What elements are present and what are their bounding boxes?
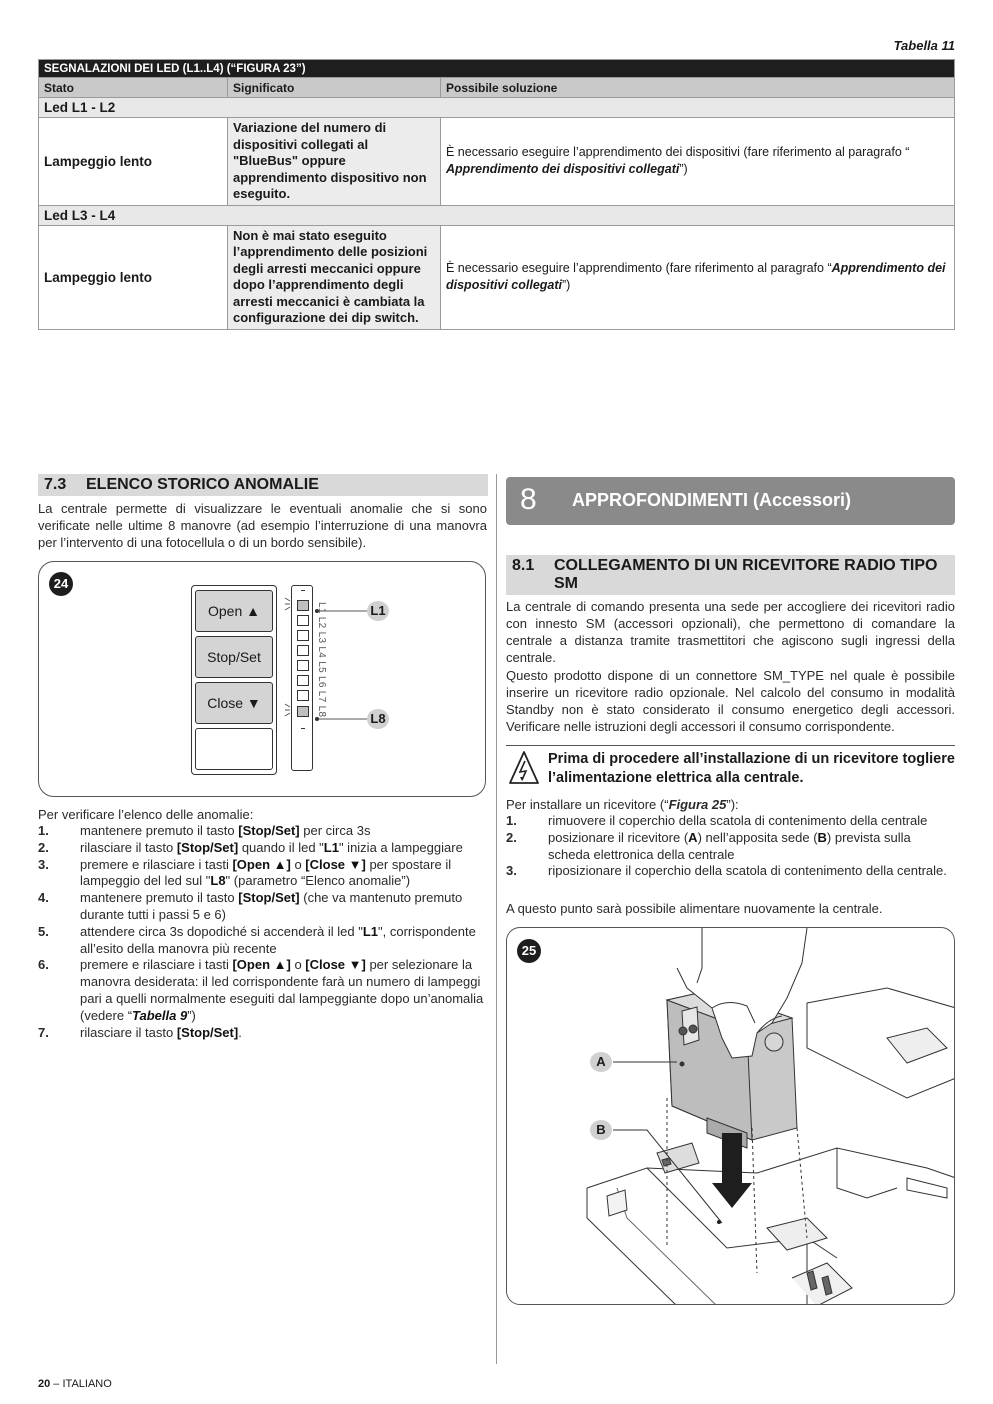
chapter-number: 8	[520, 483, 537, 516]
receiver-installation-illustration	[507, 928, 955, 1305]
stop-set-button[interactable]: Stop/Set	[195, 636, 273, 678]
open-button[interactable]: Open ▲	[195, 590, 273, 632]
section-7-3-heading	[38, 474, 488, 496]
install-outro: A questo punto sarà possibile alimentare nuovamente la centrale.	[506, 901, 883, 916]
figure-badge: 24	[49, 572, 73, 596]
list-item: 2. rilasciare il tasto [Stop/Set] quando il led "L1" inizia a lampeggiare	[38, 839, 463, 855]
callout-a: A	[590, 1052, 612, 1072]
page-number: 20	[38, 1378, 51, 1390]
section-number: 8.1	[512, 557, 535, 574]
electric-hazard-icon	[508, 750, 540, 786]
table-row	[39, 225, 955, 329]
group-label-l1-l2: Led L1 - L2	[39, 98, 955, 118]
solution-link[interactable]: Apprendimento dei dispositivi collegati	[446, 261, 946, 292]
list-item: 2. posizionare il ricevitore (A) nell’apposita sede (B) prevista sulla scheda elettronica della centrale	[506, 829, 911, 862]
table-title-text: SEGNALAZIONI DEI LED (L1..L4) (“FIGURA 23”)	[44, 62, 306, 75]
list-item: 1. rimuovere il coperchio della scatola di contenimento della centrale	[506, 813, 928, 828]
chapter-8-banner	[506, 477, 955, 525]
section-title: COLLEGAMENTO DI UN RICEVITORE RADIO TIPO SM	[554, 557, 938, 592]
cell-meaning: Non è mai stato eseguito l’apprendimento delle posizioni degli arresti meccanici oppure dopo l’apprendimento degli arresti meccanici è cambiata la configurazione dei dip switch.	[228, 225, 441, 329]
close-button[interactable]: Close ▼	[195, 682, 273, 724]
cell-solution: È necessario eseguire l’apprendimento (fare riferimento al paragrafo “Apprendimento dei dispositivi collegati”)	[441, 225, 955, 329]
column-divider	[496, 474, 497, 1364]
solution-link[interactable]: Apprendimento dei dispositivi collegati	[446, 162, 680, 177]
step-number: 3.	[506, 863, 517, 879]
step-number: 7.	[38, 1024, 49, 1040]
anomaly-list-intro: Per verificare l’elenco delle anomalie:	[38, 807, 254, 822]
step-number: 2.	[38, 839, 49, 855]
list-item: 5. attendere circa 3s dopodiché si accenderà il led "L1", corrispondente all’esito della manovra più recente	[38, 923, 476, 956]
warning-box	[506, 745, 955, 789]
list-item: 1. mantenere premuto il tasto [Stop/Set] per circa 3s	[38, 823, 371, 838]
led-flash-marks	[39, 562, 485, 796]
list-item: 7. rilasciare il tasto [Stop/Set].	[38, 1024, 242, 1040]
step-number: 1.	[506, 813, 517, 828]
list-item: 4. mantenere premuto il tasto [Stop/Set] (che va mantenuto premuto durante tutti i passi 5 e 6)	[38, 890, 463, 922]
cell-state: Lampeggio lento	[39, 118, 228, 206]
step-number: 3.	[38, 856, 49, 872]
anomaly-steps-list	[38, 823, 487, 1041]
led-signal-table	[38, 59, 955, 330]
callout-b: B	[590, 1120, 612, 1140]
cell-meaning: Variazione del numero di dispositivi collegati al "BlueBus" oppure apprendimento dispositivo non eseguito.	[228, 118, 441, 206]
list-item: 3. riposizionare il coperchio della scatola di contenimento della centrale.	[506, 863, 947, 879]
step-number: 1.	[38, 823, 49, 838]
step-number: 2.	[506, 829, 517, 845]
figure-badge: 25	[517, 939, 541, 963]
section-7-3-intro: La centrale permette di visualizzare le eventuali anomalie che si sono verificate nelle ultime 8 manovre (ad esempio l’interruzione di una manovra per l’intervento di una fotocellula o di un bordo sensibile).	[38, 501, 487, 550]
column-header-stato: Stato	[39, 78, 228, 98]
figure-24	[38, 561, 486, 797]
step-number: 6.	[38, 957, 49, 973]
table-row	[39, 118, 955, 206]
section-8-1-para1: La centrale di comando presenta una sede per accogliere dei ricevitori radio con innesto SM (accessori opzionali), che permettono di comandare la centrale a distanza tramite trasmettitori che agiscono sugli ingressi della centrale.	[506, 599, 955, 665]
list-item: 3. premere e rilasciare i tasti [Open ▲] o [Close ▼] per spostare il lampeggio del led sul "L8" (parametro “Elenco anomalie”)	[38, 856, 452, 889]
warning-text: Prima di procedere all’installazione di un ricevitore togliere l’alimentazione elettrica alla centrale.	[548, 751, 955, 786]
led-labels: L1 L2 L3 L4 L5 L6 L7 L8	[316, 602, 327, 718]
cell-state: Lampeggio lento	[39, 225, 228, 329]
install-list-intro: Per installare un ricevitore (“Figura 25”):	[506, 797, 739, 812]
table-title	[39, 60, 955, 78]
list-item: 6. premere e rilasciare i tasti [Open ▲] o [Close ▼] per selezionare la manovra desiderata: il led corrispondente farà un numero di lampeggi pari a quelli normalmente eseguiti dal lampeggiante dopo un’anomalia (vedere “Tabella 9”)	[38, 957, 484, 1023]
section-number: 7.3	[44, 476, 67, 493]
step-number: 4.	[38, 890, 49, 906]
callout-l1: L1	[367, 601, 389, 621]
column-header-soluzione: Possibile soluzione	[441, 78, 955, 98]
table-caption: Tabella 11	[893, 38, 955, 53]
figure-25-link[interactable]: Figura 25	[668, 797, 727, 812]
chapter-title: APPROFONDIMENTI (Accessori)	[572, 490, 852, 510]
page-language: – ITALIANO	[50, 1378, 112, 1390]
page-footer	[38, 1378, 112, 1390]
step-number: 5.	[38, 923, 49, 939]
figure-25	[506, 927, 955, 1305]
section-8-1-para2: Questo prodotto dispone di un connettore SM_TYPE nel quale è possibile inserire un ricevitore radio opzionale. Nel calcolo del consumo in modalità Standby non è stato considerato il consumo energetico degli accessori. Verificare nelle istruzioni degli accessori il consumo corrispondente.	[506, 668, 955, 734]
column-header-significato: Significato	[228, 78, 441, 98]
section-title: ELENCO STORICO ANOMALIE	[86, 476, 319, 493]
group-label-l3-l4: Led L3 - L4	[39, 205, 955, 225]
section-8-1-heading	[506, 555, 955, 595]
cell-solution: È necessario eseguire l’apprendimento dei dispositivi (fare riferimento al paragrafo “ Apprendimento dei dispositivi collegati”)	[441, 118, 955, 206]
callout-l8: L8	[367, 709, 389, 729]
install-steps-list	[506, 813, 955, 880]
